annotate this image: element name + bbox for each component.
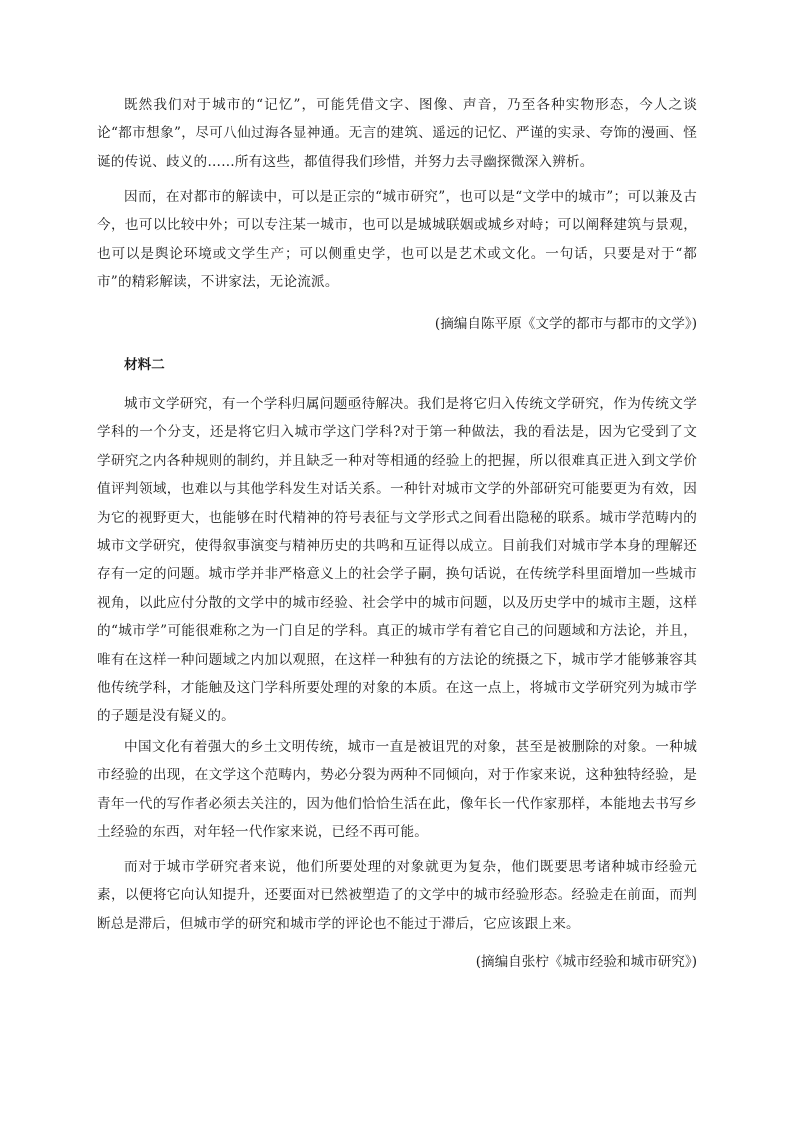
material2-heading: 材料二 xyxy=(124,357,165,373)
material1-source-citation: (摘编自陈平原《文学的都市与都市的文学》) xyxy=(434,316,697,332)
material2-paragraph-2: 中国文化有着强大的乡土文明传统，城市一直是被诅咒的对象，甚至是被删除的对象。一种城市经验的出现，在文学这个范畴内，势必分裂为两种不同倾向，对于作家来说，这种独特经验，是青年一代的写作者必须去关注的，因为他们恰恰生活在此，像年长一代作家那样，本能地去书写乡土经验的东西，对年轻一代作家来说，已经不再可能。 xyxy=(97,739,697,841)
material2-paragraph-3: 而对于城市学研究者来说，他们所要处理的对象就更为复杂，他们既要思考诸种城市经验元素，以便将它向认知提升，还要面对已然被塑造了的文学中的城市经验形态。经验走在前面，而判断总是滞后，但城市学的研究和城市学的评论也不能过于滞后，它应该跟上来。 xyxy=(97,859,697,932)
material1-paragraph-2: 因而，在对都市的解读中，可以是正宗的“城市研究”，也可以是“文学中的城市”；可以兼及古今，也可以比较中外；可以专注某一城市，也可以是城城联姻或城乡对峙；可以阐释建筑与景观，也可以是舆论环境或文学生产；可以侧重史学，也可以是艺术或文化。一句话，只要是对于“都市”的精彩解读，不讲家法，无论流派。 xyxy=(97,189,697,291)
material2-source-citation: (摘编自张柠《城市经验和城市研究》) xyxy=(475,954,697,970)
material2-paragraph-1: 城市文学研究，有一个学科归属问题亟待解决。我们是将它归入传统文学研究，作为传统文学学科的一个分支，还是将它归入城市学这门学科?对于第一种做法，我的看法是，因为它受到了文学研究之内各种规则的制约，并且缺乏一种对等相通的经验上的把握，所以很难真正进入到文学价值评判领域，也难以与其他学科发生对话关系。一种针对城市文学的外部研究可能要更为有效，因为它的视野更大，也能够在时代精神的符号表征与文学形式之间看出隐秘的联系。城市学范畴内的城市文学研究，使得叙事演变与精神历史的共鸣和互证得以成立。目前我们对城市学本身的理解还存有一定的问题。城市学并非严格意义上的社会学子嗣，换句话说，在传统学科里面增加一些城市视角，以此应付分散的文学中的城市经验、社会学中的城市问题，以及历史学中的城市主题，这样的“城市学”可能很难称之为一门自足的学科。真正的城市学有着它自己的问题域和方法论，并且，唯有在这样一种问题域之内加以观照，在这样一种独有的方法论的统摄之下，城市学才能够兼容其他传统学科，才能触及这门学科所要处理的对象的本质。在这一点上，将城市文学研究列为城市学的子题是没有疑义的。 xyxy=(97,396,697,725)
material1-paragraph-1: 既然我们对于城市的“记忆”，可能凭借文字、图像、声音，乃至各种实物形态，今人之谈论“都市想象”，尽可八仙过海各显神通。无言的建筑、遥远的记忆、严谨的实录、夸饰的漫画、怪诞的传说、歧义的……所有这些，都值得我们珍惜，并努力去寻幽探微深入辨析。 xyxy=(97,97,697,170)
